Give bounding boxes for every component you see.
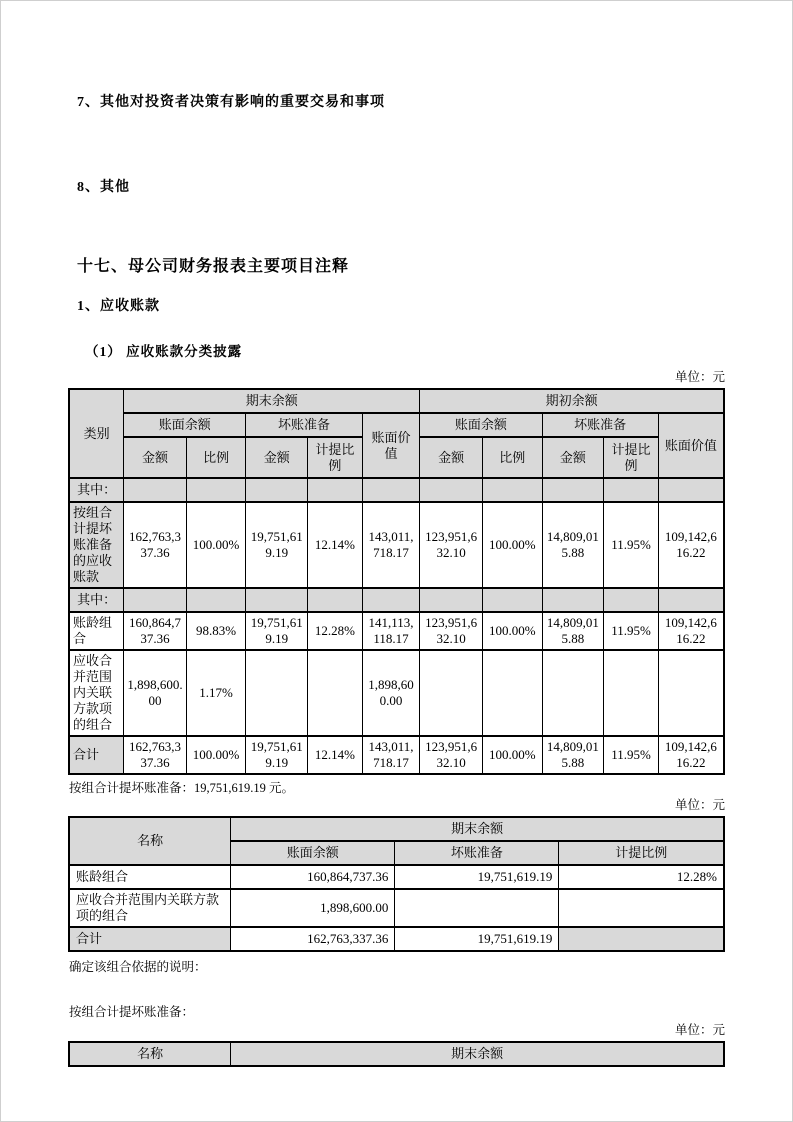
data-cell	[186, 588, 246, 612]
data-cell	[542, 650, 604, 736]
col-header-amount: 金额	[246, 437, 308, 478]
data-cell	[395, 889, 559, 927]
data-cell	[482, 588, 542, 612]
data-cell	[308, 478, 363, 502]
col-header-amount: 金额	[420, 437, 483, 478]
row-label: 合计	[69, 736, 124, 774]
data-cell	[542, 478, 604, 502]
row-label: 按组合计提坏账准备的应收账款	[69, 502, 124, 588]
col-header-ending-balance: 期末余额	[231, 817, 724, 841]
table-row	[69, 612, 724, 650]
data-cell	[362, 588, 420, 612]
data-cell: 14,809,015.88	[542, 612, 604, 650]
data-cell	[420, 478, 483, 502]
row-label: 应收合并范围内关联方款项的组合	[69, 650, 124, 736]
basis-note: 确定该组合依据的说明：	[69, 960, 207, 974]
col-header-ending-balance: 期末余额	[124, 389, 420, 413]
data-cell: 1,898,600.00	[362, 650, 420, 736]
col-header-category: 类别	[69, 389, 124, 478]
data-cell: 162,763,337.36	[124, 502, 187, 588]
row-label: 应收合并范围内关联方款项的组合	[69, 889, 231, 927]
heading-item-8: 8、其他	[77, 180, 130, 195]
table-row	[69, 927, 724, 951]
col-header-name: 名称	[69, 1042, 231, 1066]
col-header-amount: 金额	[124, 437, 187, 478]
portfolio-provision-note: 按组合计提坏账准备：	[69, 1005, 195, 1019]
data-cell: 123,951,632.10	[420, 736, 483, 774]
col-header-bad-debt-provision: 坏账准备	[395, 841, 559, 865]
data-cell: 1.17%	[186, 650, 246, 736]
table-row	[69, 736, 724, 774]
data-cell: 12.14%	[308, 502, 363, 588]
table-header-row	[69, 817, 724, 841]
col-header-amount: 金额	[542, 437, 604, 478]
data-cell	[124, 478, 187, 502]
heading-section-17: 十七、母公司财务报表主要项目注释	[77, 258, 350, 275]
data-cell: 19,751,619.19	[246, 502, 308, 588]
data-cell: 1,898,600.00	[231, 889, 395, 927]
data-cell: 100.00%	[186, 736, 246, 774]
col-header-book-value: 账面价值	[362, 413, 420, 478]
data-cell: 11.95%	[604, 736, 659, 774]
data-cell	[658, 650, 724, 736]
data-cell: 143,011,718.17	[362, 736, 420, 774]
col-header-ratio: 比例	[482, 437, 542, 478]
data-cell	[308, 588, 363, 612]
data-cell: 19,751,619.19	[395, 865, 559, 889]
table-row	[69, 865, 724, 889]
data-cell: 14,809,015.88	[542, 736, 604, 774]
data-cell: 143,011,718.17	[362, 502, 420, 588]
col-header-ratio: 比例	[186, 437, 246, 478]
data-cell	[420, 650, 483, 736]
table-header-row	[69, 413, 724, 437]
data-cell	[658, 588, 724, 612]
data-cell	[482, 650, 542, 736]
row-label: 其中：	[69, 588, 124, 612]
table-header-row	[69, 389, 724, 413]
receivables-classification-table	[68, 388, 725, 775]
data-cell: 123,951,632.10	[420, 502, 483, 588]
data-cell	[246, 478, 308, 502]
row-label: 合计	[69, 927, 231, 951]
heading-receivables: 1、应收账款	[77, 299, 160, 314]
provision-by-portfolio-table	[68, 816, 725, 952]
data-cell	[559, 889, 724, 927]
col-header-provision-ratio: 计提比例	[559, 841, 724, 865]
data-cell: 123,951,632.10	[420, 612, 483, 650]
data-cell: 100.00%	[482, 612, 542, 650]
data-cell	[559, 927, 724, 951]
data-cell: 12.28%	[308, 612, 363, 650]
page-content	[1, 1, 792, 1067]
col-header-book-balance: 账面余额	[231, 841, 395, 865]
col-header-bad-debt-provision: 坏账准备	[246, 413, 362, 437]
data-cell	[186, 478, 246, 502]
col-header-provision-ratio: 计提比例	[308, 437, 363, 478]
data-cell	[308, 650, 363, 736]
col-header-beginning-balance: 期初余额	[420, 389, 724, 413]
data-cell: 12.14%	[308, 736, 363, 774]
row-label: 账龄组合	[69, 612, 124, 650]
col-header-bad-debt-provision: 坏账准备	[542, 413, 658, 437]
data-cell	[604, 588, 659, 612]
heading-classification: （1） 应收账款分类披露	[85, 344, 243, 359]
data-cell	[246, 588, 308, 612]
col-header-name: 名称	[69, 817, 231, 865]
data-cell: 100.00%	[482, 736, 542, 774]
data-cell: 19,751,619.19	[246, 612, 308, 650]
data-cell: 162,763,337.36	[231, 927, 395, 951]
data-cell: 14,809,015.88	[542, 502, 604, 588]
col-header-provision-ratio: 计提比例	[604, 437, 659, 478]
unit-label: 单位：元	[674, 370, 725, 384]
data-cell: 12.28%	[559, 865, 724, 889]
data-cell: 19,751,619.19	[246, 736, 308, 774]
data-cell	[124, 588, 187, 612]
col-header-book-balance: 账面余额	[420, 413, 542, 437]
data-cell: 1,898,600.00	[124, 650, 187, 736]
data-cell: 100.00%	[186, 502, 246, 588]
data-cell: 141,113,118.17	[362, 612, 420, 650]
table-row	[69, 650, 724, 736]
unit-label: 单位：元	[674, 1023, 725, 1037]
data-cell	[246, 650, 308, 736]
provision-note: 按组合计提坏账准备：19,751,619.19 元。	[69, 781, 295, 795]
data-cell	[604, 478, 659, 502]
table-header-row	[69, 1042, 724, 1066]
data-cell: 109,142,616.22	[658, 502, 724, 588]
portfolio-name-table	[68, 1041, 725, 1067]
col-header-ending-balance: 期末余额	[231, 1042, 724, 1066]
data-cell: 19,751,619.19	[395, 927, 559, 951]
data-cell: 100.00%	[482, 502, 542, 588]
data-cell: 162,763,337.36	[124, 736, 187, 774]
heading-item-7: 7、其他对投资者决策有影响的重要交易和事项	[77, 95, 385, 110]
data-cell: 98.83%	[186, 612, 246, 650]
table-row	[69, 588, 724, 612]
data-cell	[420, 588, 483, 612]
data-cell	[604, 650, 659, 736]
unit-label: 单位：元	[674, 798, 725, 812]
data-cell	[362, 478, 420, 502]
col-header-book-balance: 账面余额	[124, 413, 246, 437]
data-cell	[542, 588, 604, 612]
data-cell: 11.95%	[604, 502, 659, 588]
data-cell: 11.95%	[604, 612, 659, 650]
table-row	[69, 502, 724, 588]
data-cell: 109,142,616.22	[658, 612, 724, 650]
data-cell: 109,142,616.22	[658, 736, 724, 774]
data-cell	[658, 478, 724, 502]
table-row	[69, 889, 724, 927]
row-label: 其中：	[69, 478, 124, 502]
data-cell: 160,864,737.36	[124, 612, 187, 650]
data-cell	[482, 478, 542, 502]
data-cell: 160,864,737.36	[231, 865, 395, 889]
row-label: 账龄组合	[69, 865, 231, 889]
table-row	[69, 478, 724, 502]
col-header-book-value: 账面价值	[658, 413, 724, 478]
